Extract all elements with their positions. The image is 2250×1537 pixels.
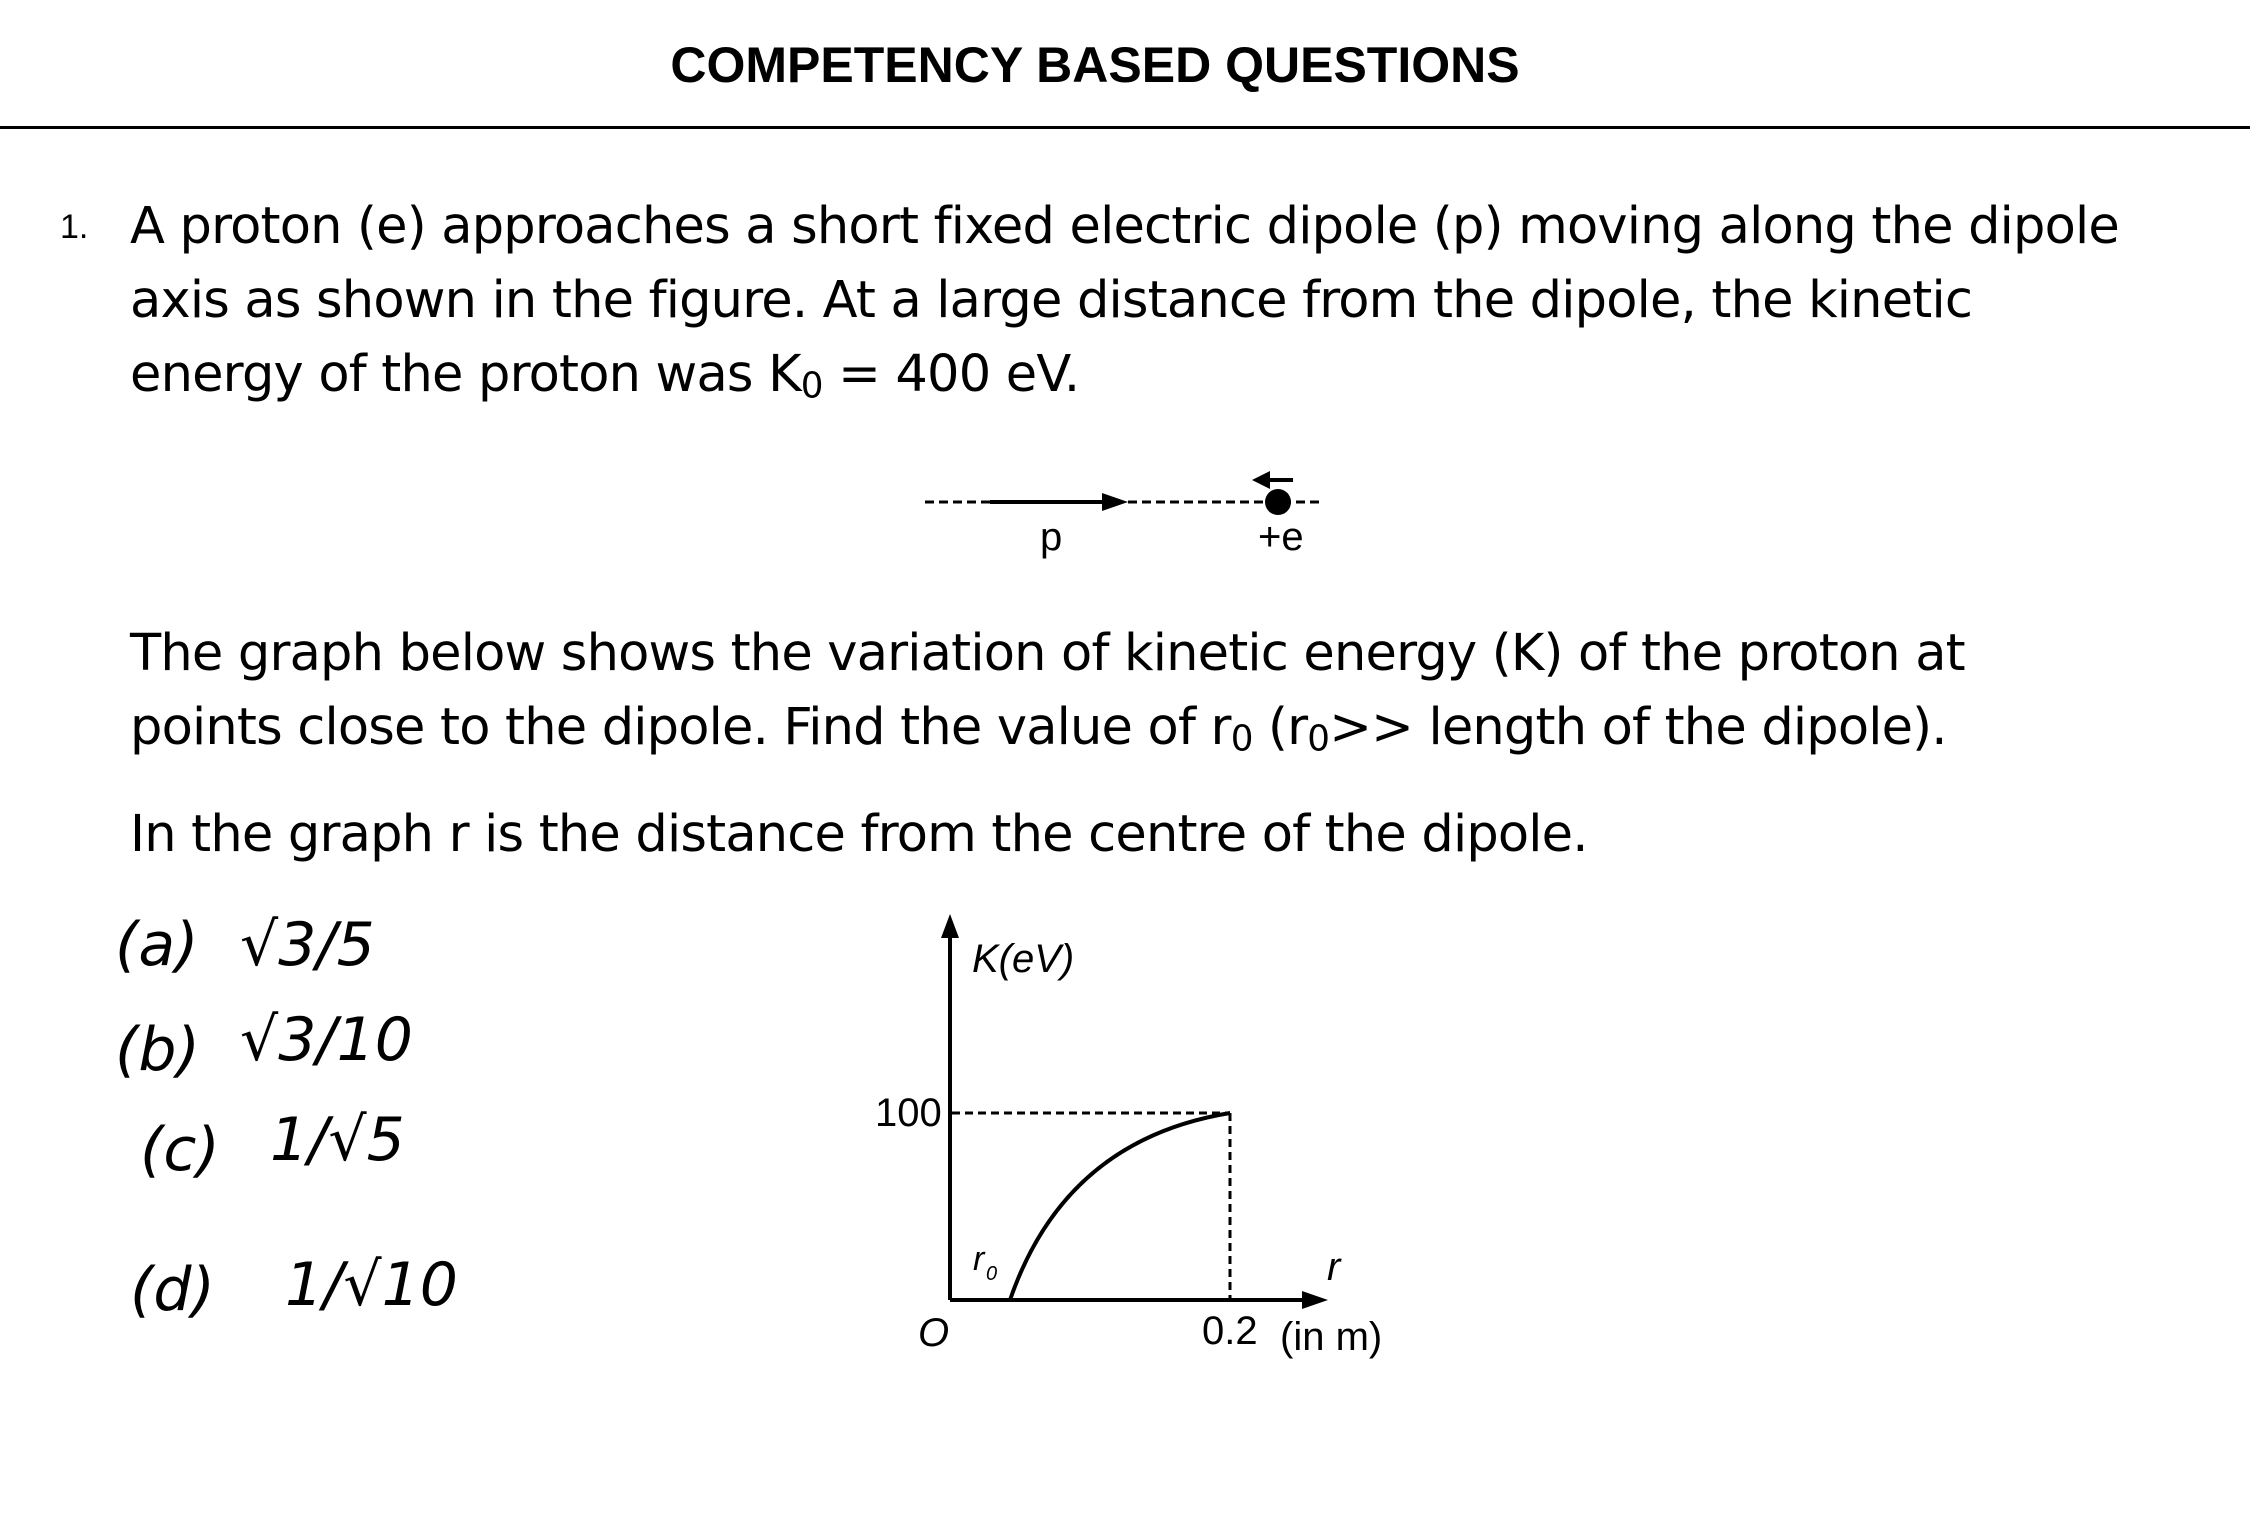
- paragraph-2-part1: The graph below shows the variation of kinetic energy (K) of the proton at points close to the dipole. Find the value of r: [130, 624, 1965, 757]
- r0-label-subscript: 0: [986, 1263, 998, 1285]
- question-paragraph-1: [130, 190, 2130, 423]
- ke-curve: [1010, 1113, 1230, 1300]
- proton-dot: [1265, 489, 1291, 515]
- option-d-value: 1/√10: [285, 1250, 458, 1320]
- x-axis-label: r: [1327, 1245, 1341, 1289]
- r0-label: r: [973, 1240, 985, 1278]
- option-d-label: (d): [130, 1255, 215, 1325]
- y-tick-100: 100: [875, 1091, 942, 1135]
- option-a-value: √3/5: [240, 910, 375, 980]
- paragraph-1-text: A proton (e) approaches a short fixed electric dipole (p) moving along the dipole axis as shown in the figure. At a large distance from the dipole, the kinetic energy of the proton was K: [130, 197, 2119, 404]
- ke-vs-r-graph: [840, 900, 1400, 1380]
- origin-label: O: [918, 1311, 950, 1355]
- dipole-label: p: [1040, 515, 1063, 559]
- proton-velocity-arrowhead: [1252, 471, 1270, 489]
- paragraph-2-part2: (r: [1252, 698, 1308, 757]
- r0-subscript-2: 0: [1307, 718, 1330, 760]
- question-paragraph-3: In the graph r is the distance from the centre of the dipole.: [130, 805, 1588, 864]
- y-axis-arrowhead: [941, 914, 959, 938]
- question-paragraph-2: [130, 617, 2130, 776]
- k0-subscript: 0: [800, 365, 823, 407]
- page-title: COMPETENCY BASED QUESTIONS: [670, 37, 1520, 93]
- dipole-arrowhead: [1102, 493, 1128, 511]
- x-tick-02: 0.2: [1202, 1309, 1258, 1353]
- paragraph-1-tail: = 400 eV.: [822, 345, 1080, 404]
- option-a-label: (a): [115, 910, 199, 980]
- option-b-label: (b): [115, 1015, 200, 1085]
- r0-subscript-1: 0: [1230, 718, 1253, 760]
- y-axis-label: K(eV): [972, 937, 1075, 981]
- x-axis-arrowhead: [1302, 1291, 1328, 1309]
- charge-label: +e: [1258, 515, 1304, 559]
- question-number: 1.: [60, 208, 89, 246]
- option-c-label: (c): [140, 1115, 220, 1185]
- handwritten-options: [110, 900, 510, 1360]
- title-divider: [0, 126, 2250, 129]
- dipole-figure: [900, 460, 1360, 580]
- option-c-value: 1/√5: [270, 1105, 405, 1175]
- x-unit-label: (in m): [1280, 1315, 1383, 1359]
- option-b-value: √3/10: [240, 1005, 413, 1075]
- paragraph-2-part3: >> length of the dipole).: [1329, 698, 1947, 757]
